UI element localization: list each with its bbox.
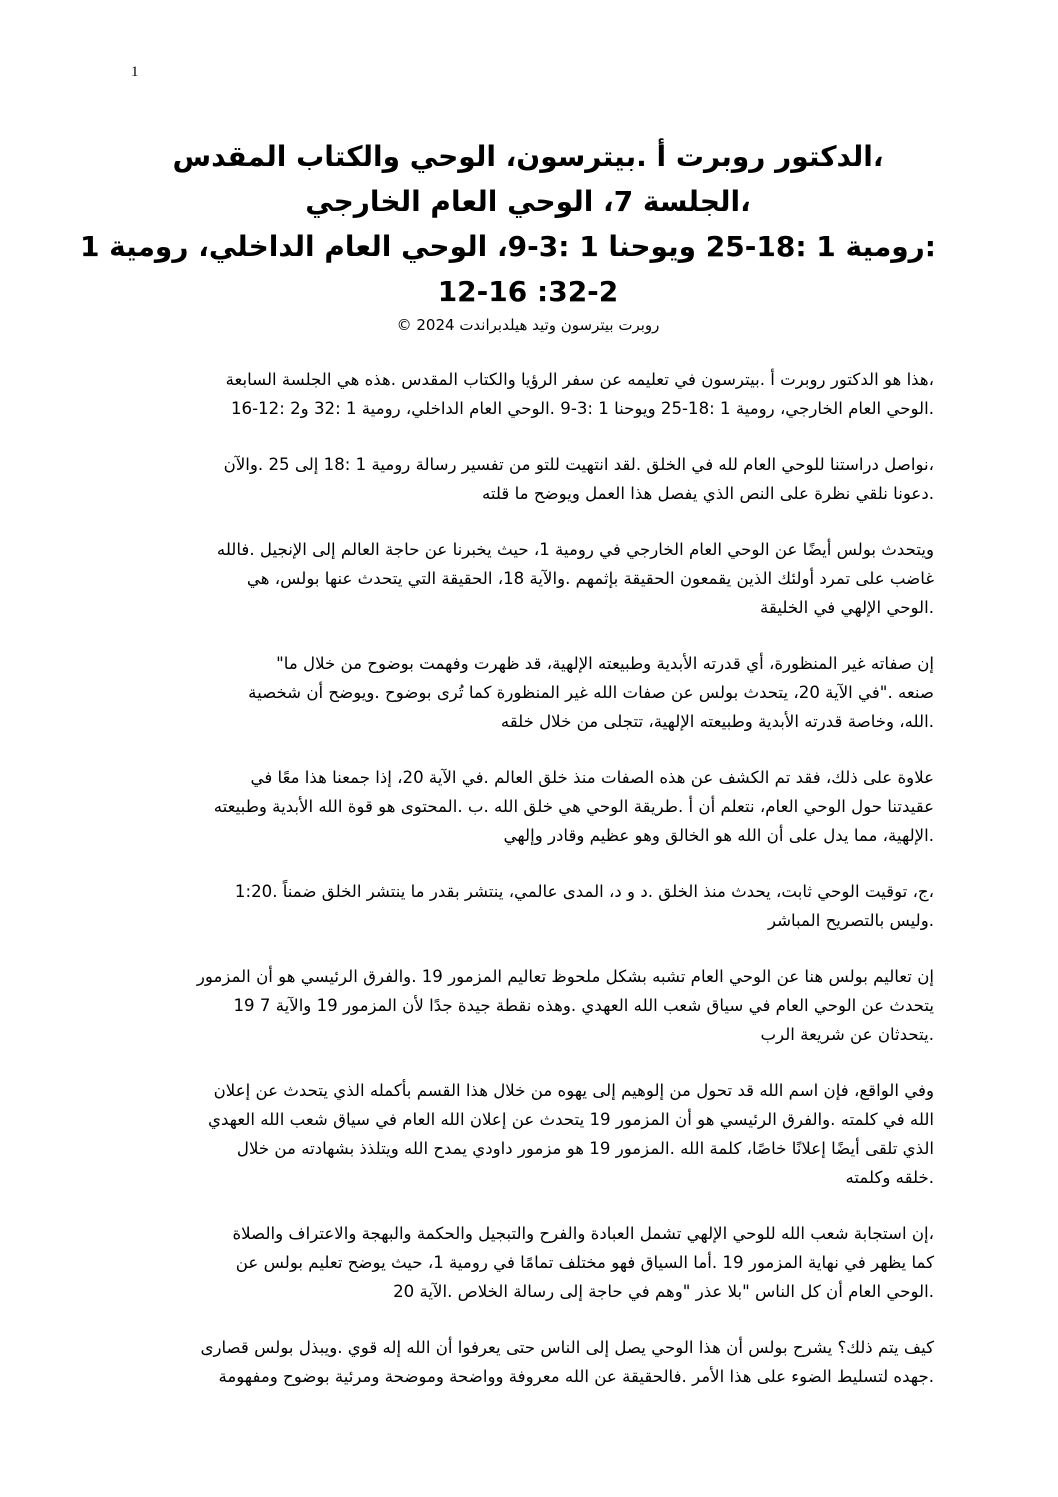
text-line: الله في كلمته .والفرق الرئيسي هو أن المزمور 19 يتحدث عن إعلان الله العام في سياق شعب الله العهدي [207,1110,934,1129]
title-line: ،الدكتور روبرت أ .بيترسون، الوحي والكتاب المقدس [172,140,884,173]
text-line: ،هذا هو الدكتور روبرت أ .بيترسون في تعليمه عن سفر الرؤيا والكتاب المقدس .هذه هي الجلسة السابعة [225,370,934,389]
body-text [128,365,934,1418]
paragraph [128,1076,934,1192]
text-line: .الوحي الإلهي في الخليقة [760,598,934,617]
text-line: ،إن استجابة شعب الله للوحي الإلهي تشمل العبادة والفرح والتبجيل والحكمة والبهجة والاعتراف والصلاة [232,1224,934,1243]
text-line: .الإلهية، مما يدل على أن الله هو الخالق وهو عظيم وقادر وإلهي [503,826,934,845]
paragraph [128,649,934,736]
text-line: .الوحي العام الخارجي، رومية 1 :18-25 ويوحنا 1 :3-9 .الوحي العام الداخلي، رومية 1 :32 و2 :12-16 [230,399,934,418]
text-line: ،نواصل دراستنا للوحي العام لله في الخلق .لقد انتهيت للتو من تفسير رسالة رومية 1 :18 إلى 25 .والآن [223,455,934,474]
text-line: ،ج، توقيت الوحي ثابت، يحدث منذ الخلق .د و د، المدى عالمي، ينتشر بقدر ما ينتشر الخلق ضمناً .1:20 [234,882,934,901]
text-line: إن تعاليم بولس هنا عن الوحي العام تشبه بشكل ملحوظ تعاليم المزمور 19 .والفرق الرئيسي هو أن المزمور [196,967,934,986]
paragraph [128,365,934,423]
paragraph [128,450,934,508]
text-line: .يتحدثان عن شريعة الرب [760,1025,934,1044]
text-line: .الوحي العام أن كل الناس "بلا عذر "وهم في حاجة إلى رسالة الخلاص .الآية 20 [393,1282,934,1301]
text-line: وفي الواقع، فإن اسم الله قد تحول من إلوهيم إلى يهوه من خلال هذا القسم بأكمله الذي يتحدث عن إعلان [213,1081,934,1100]
paragraph [128,877,934,935]
text-line: كيف يتم ذلك؟ يشرح بولس أن هذا الوحي يصل إلى الناس حتى يعرفوا أن الله إله قوي .ويبذل بولس قصارى [200,1338,934,1357]
title-line: ،الجلسة 7، الوحي العام الخارجي [305,185,751,218]
text-line: إن صفاته غير المنظورة، أي قدرته الأبدية وطبيعته الإلهية، قد ظهرت وفهمت بوضوح من خلال ما" [276,654,934,673]
paragraph [128,763,934,850]
text-line: كما يظهر في نهاية المزمور 19 .أما السياق فهو مختلف تمامًا في رومية 1، حيث يوضح تعليم بولس عن [235,1253,934,1272]
paragraph [128,1333,934,1391]
text-line: .الله، وخاصة قدرته الأبدية وطبيعته الإلهية، تتجلى من خلال خلقه [500,712,934,731]
paragraph [128,535,934,622]
paragraph [128,962,934,1049]
text-line: ويتحدث بولس أيضًا عن الوحي العام الخارجي في رومية 1، حيث يخبرنا عن حاجة العالم إلى الإنجيل .فالله [216,540,934,559]
text-line: عقيدتنا حول الوحي العام، نتعلم أن أ .طريقة الوحي هي خلق الله .ب .المحتوى هو قوة الله الأبدية وطبيعته [213,797,934,816]
text-line: الذي تلقى أيضًا إعلانًا خاصًا، كلمة الله .المزمور 19 هو مزمور داودي يمدح الله ويتلذذ بشهادته من خلال [236,1139,934,1158]
text-line: غاضب على تمرد أولئك الذين يقمعون الحقيقة بإثمهم .والآية 18، الحقيقة التي يتحدث عنها بولس، هي [246,569,934,588]
title-line: :رومية 1 :18-25 ويوحنا 1 :3-9، الوحي العام الداخلي، رومية 1 [79,230,936,263]
document-title [79,134,936,314]
text-line: .وليس بالتصريح المباشر [767,911,934,930]
text-line: علاوة على ذلك، فقد تم الكشف عن هذه الصفات منذ خلق العالم .في الآية 20، إذا جمعنا هذا معًا في [250,768,934,787]
page-number: 1 [131,64,139,80]
title-line: 32-2: 12-16 [437,275,619,308]
text-line: .دعونا نلقي نظرة على النص الذي يفصل هذا العمل ويوضح ما قلته [482,484,934,503]
paragraph [128,1219,934,1306]
text-line: صنعه ."في الآية 20، يتحدث بولس عن صفات الله غير المنظورة كما تُرى بوضوح .ويوضح أن شخصية [248,683,934,702]
text-line: .خلقه وكلمته [845,1168,934,1187]
text-line: يتحدث عن الوحي العام في سياق شعب الله العهدي .وهذه نقطة جيدة جدًا لأن المزمور 19 والآية 7 19 [233,996,934,1015]
copyright-notice: روبرت بيترسون وتيد هيلدبراندت 2024 © [396,316,660,334]
text-line: .جهده لتسليط الضوء على هذا الأمر .فالحقيقة عن الله معروفة وواضحة وموضحة ومرئية بوضوح ومفهومة [218,1367,934,1386]
